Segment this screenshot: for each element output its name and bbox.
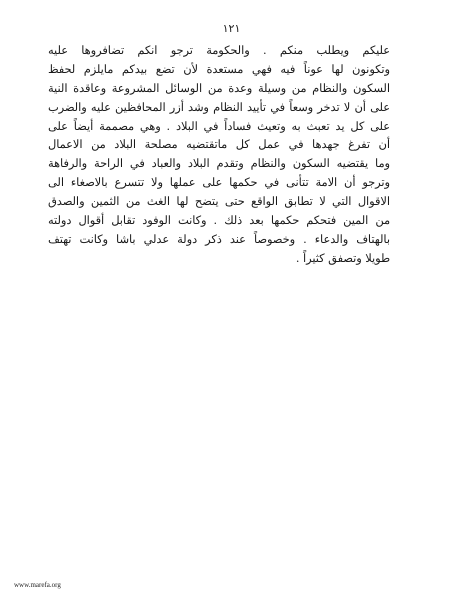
text-line: على كل يد تعبث به وتعيث فساداً في البلاد . وهي مصممة أيضاً على bbox=[48, 119, 390, 133]
text-line: أن تفرغ جهدها في عمل كل ماتقتضيه مصلحة البلاد من الاعمال bbox=[48, 138, 390, 152]
text-line: الاقوال التي لا تطابق الواقع حتى يتضح لها الغث من الثمين والصدق bbox=[48, 195, 390, 209]
page-number: ١٢١ bbox=[222, 22, 241, 35]
text-line: السكون والنظام من وسيلة وعدة من الوسائل المشروعة وعاقدة النية bbox=[48, 81, 390, 95]
source-url[interactable]: www.marefa.org bbox=[14, 581, 61, 589]
text-line: عليكم ويطلب منكم . والحكومة ترجو انكم تضافروها عليه bbox=[48, 44, 390, 57]
text-line: على أن لا تدخر وسعاً في تأييد النظام وشد أزر المحافظين عليه والضرب bbox=[48, 100, 390, 114]
text-line: وما يقتضيه السكون والنظام وتقدم البلاد والعباد في الراحة والرفاهة bbox=[48, 157, 390, 171]
text-line-last: طويلا وتصفق كثيراً . bbox=[295, 251, 390, 265]
text-line: من المين فتحكم حكمها بعد ذلك . وكانت الوفود تقابل أقوال دولته bbox=[48, 214, 390, 228]
body-text bbox=[48, 42, 390, 269]
text-line: بالهتاف والدعاء . وخصوصاً عند ذكر دولة عدلي باشا وكانت تهتف bbox=[48, 232, 390, 246]
text-line: وترجو أن الامة تتأنى في حكمها على عملها ولا تتسرع بالاصغاء الى bbox=[48, 176, 390, 190]
text-line: وتكونون لها عوناً فيه فهي مستعدة لأن تضع بيدكم مايلزم لحفظ bbox=[48, 62, 390, 76]
